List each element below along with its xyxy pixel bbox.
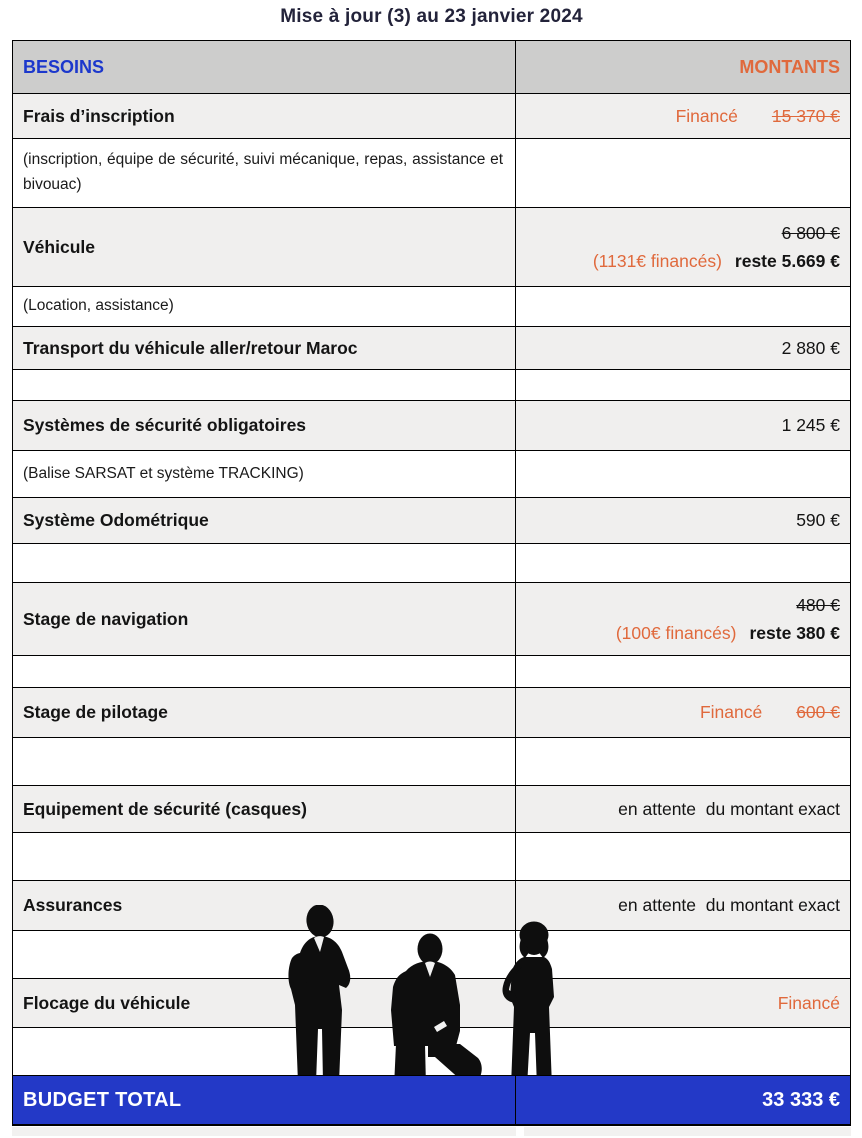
row-amount-cell bbox=[516, 544, 850, 582]
amount-segment: (100€ financés) bbox=[615, 623, 737, 643]
table-row-empty bbox=[13, 544, 850, 583]
row-amount-cell bbox=[516, 688, 850, 737]
page-title: Mise à jour (3) au 23 janvier 2024 bbox=[280, 6, 583, 27]
amount-segment: 2 880 € bbox=[781, 337, 840, 358]
table-row-empty bbox=[13, 370, 850, 401]
amount-segment: (1131€ financés) bbox=[592, 251, 722, 271]
table-row-empty bbox=[13, 1028, 850, 1076]
row-amount-cell bbox=[516, 451, 850, 497]
amount-line bbox=[618, 891, 840, 919]
header-cell-besoins bbox=[13, 41, 516, 93]
row-label-cell bbox=[13, 94, 516, 138]
row-label-cell bbox=[13, 139, 516, 207]
row-label: Equipement de sécurité (casques) bbox=[23, 798, 307, 819]
amount-line bbox=[593, 247, 840, 275]
row-label: Assurances bbox=[23, 895, 123, 915]
row-amount-cell bbox=[516, 498, 850, 543]
row-label: Système Odométrique bbox=[23, 510, 209, 530]
table-row-empty bbox=[13, 833, 850, 881]
amount-line bbox=[700, 698, 840, 726]
total-amount-cell bbox=[516, 1076, 850, 1124]
row-label-cell bbox=[13, 931, 516, 978]
row-amount-cell bbox=[516, 931, 850, 978]
amount-line bbox=[796, 591, 840, 619]
table-row-item bbox=[13, 401, 850, 451]
row-note-text: (inscription, équipe de sécurité, suivi mécanique, repas, assistance et bivouac) bbox=[23, 151, 504, 193]
total-label-cell bbox=[13, 1076, 516, 1124]
amount-segment: Financé bbox=[675, 105, 738, 126]
row-note-text: (Balise SARSAT et système TRACKING) bbox=[23, 464, 304, 482]
amount-segment: Financé bbox=[699, 702, 763, 723]
row-amount-cell bbox=[516, 401, 850, 450]
row-label-cell bbox=[13, 881, 516, 930]
amount-segment: 600 € bbox=[796, 702, 840, 723]
table-row-note bbox=[13, 451, 850, 498]
row-label-cell bbox=[13, 738, 516, 785]
row-label-cell bbox=[13, 786, 516, 832]
row-amount-cell bbox=[516, 833, 850, 880]
row-label-cell bbox=[13, 656, 516, 687]
amount-line bbox=[616, 619, 840, 647]
row-label-cell bbox=[13, 401, 516, 450]
partial-next-row-left-cell bbox=[12, 1127, 516, 1136]
row-label: Frais d’inscription bbox=[23, 105, 175, 126]
row-label: Véhicule bbox=[23, 236, 95, 257]
table-row-item bbox=[13, 327, 850, 370]
row-amount-cell bbox=[516, 979, 850, 1027]
row-label-cell bbox=[13, 688, 516, 737]
budget-total-amount: 33 333 € bbox=[762, 1088, 840, 1111]
amount-segment: 590 € bbox=[796, 510, 840, 531]
table-row-empty bbox=[13, 738, 850, 786]
row-amount-cell bbox=[516, 208, 850, 286]
row-label-cell bbox=[13, 498, 516, 543]
amount-segment: reste 5.669 € bbox=[734, 251, 840, 271]
amount-segment: 15 370 € bbox=[771, 105, 840, 126]
budget-table bbox=[12, 40, 851, 1126]
amount-segment: Financé bbox=[777, 992, 840, 1013]
amount-line bbox=[782, 334, 840, 362]
table-row-empty bbox=[13, 656, 850, 688]
row-label-cell bbox=[13, 583, 516, 655]
partial-next-row-right-cell bbox=[524, 1127, 851, 1136]
row-label-cell bbox=[13, 544, 516, 582]
row-label-cell bbox=[13, 208, 516, 286]
amount-line bbox=[618, 795, 840, 823]
row-amount-cell bbox=[516, 94, 850, 138]
row-amount-cell bbox=[516, 656, 850, 687]
amount-line bbox=[782, 411, 840, 439]
amount-line bbox=[782, 219, 840, 247]
amount-segment: reste 380 € bbox=[749, 623, 840, 643]
table-row-item bbox=[13, 94, 850, 139]
table-row-item bbox=[13, 208, 850, 287]
row-amount-cell bbox=[516, 370, 850, 400]
row-label: Stage de navigation bbox=[23, 608, 189, 629]
row-label-cell bbox=[13, 979, 516, 1027]
row-amount-cell bbox=[516, 881, 850, 930]
row-label-cell bbox=[13, 370, 516, 400]
row-label-cell bbox=[13, 833, 516, 880]
table-row-note bbox=[13, 287, 850, 327]
row-label-cell bbox=[13, 287, 516, 326]
montants-header-label: MONTANTS bbox=[739, 56, 840, 77]
amount-segment: 1 245 € bbox=[781, 415, 840, 436]
table-row-item bbox=[13, 786, 850, 833]
budget-total-label: BUDGET TOTAL bbox=[23, 1088, 182, 1111]
row-label-cell bbox=[13, 1028, 516, 1075]
row-label: Stage de pilotage bbox=[23, 702, 168, 722]
amount-segment: 480 € bbox=[796, 594, 840, 615]
row-label: Transport du véhicule aller/retour Maroc bbox=[23, 337, 358, 358]
row-amount-cell bbox=[516, 139, 850, 207]
amount-line bbox=[778, 989, 840, 1017]
table-header-row bbox=[13, 41, 850, 94]
amount-segment: en attente du montant exact bbox=[618, 895, 840, 916]
amount-segment: en attente du montant exact bbox=[618, 798, 840, 819]
amount-line bbox=[796, 506, 840, 534]
row-label: Systèmes de sécurité obligatoires bbox=[23, 415, 307, 435]
rows-container bbox=[13, 94, 850, 1076]
header-cell-montants bbox=[516, 41, 850, 93]
row-amount-cell bbox=[516, 287, 850, 326]
row-amount-cell bbox=[516, 327, 850, 369]
amount-line bbox=[676, 102, 840, 130]
table-row-item bbox=[13, 498, 850, 544]
besoins-header-label: BESOINS bbox=[23, 56, 105, 77]
table-row-item bbox=[13, 881, 850, 931]
row-label-cell bbox=[13, 451, 516, 497]
row-note-text: (Location, assistance) bbox=[23, 297, 174, 315]
row-amount-cell bbox=[516, 583, 850, 655]
table-row-item bbox=[13, 583, 850, 656]
table-row-note bbox=[13, 139, 850, 208]
row-label: Flocage du véhicule bbox=[23, 992, 191, 1013]
row-amount-cell bbox=[516, 1028, 850, 1075]
budget-total-row bbox=[13, 1076, 850, 1125]
row-label-cell bbox=[13, 327, 516, 369]
table-row-empty bbox=[13, 931, 850, 979]
amount-segment: 6 800 € bbox=[781, 222, 840, 243]
partial-next-row bbox=[12, 1127, 851, 1136]
row-amount-cell bbox=[516, 738, 850, 785]
table-row-item bbox=[13, 688, 850, 738]
row-amount-cell bbox=[516, 786, 850, 832]
table-row-item bbox=[13, 979, 850, 1028]
